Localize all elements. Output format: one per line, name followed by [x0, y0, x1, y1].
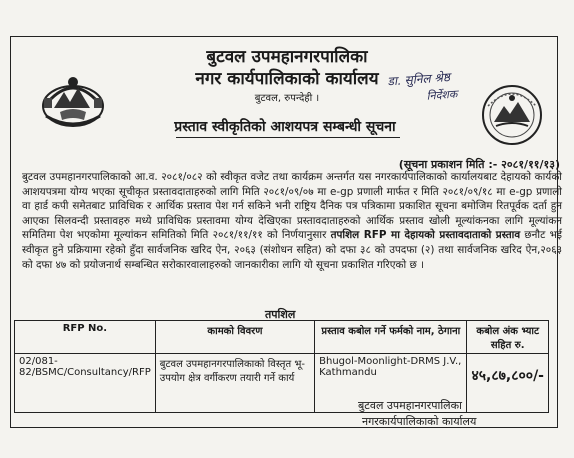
body-part1: बुटवल उपमहानगरपालिकाको आ.व. २०८१/०८२ को स्वीकृत वजेट तथा कार्यक्रम अन्तर्गत यस नगरकार्यपालिकाको कार्यालयबाट देहायको कार्यको आशयपत्रमा योग्य भएका सूचीकृत प्रस्तावदाताहरुको लागि मिति २०८१/०९/०७ मा e-gp प्रणाली मार्फत र मिति २०८१/०९/१८ मा e-gp प्रणाली वा हार्ड कपी समेतबाट प्राविधिक र आर्थिक प्रस्ताव पेश गर्न सकिने भनी राष्ट्रिय दैनिक पत्र पत्रिकामा प्रकाशित सूचना बमोजिम रितपूर्वक दर्ता हुन आएका सिलवन्दी प्रस्तावहरु मध्ये प्राविधिक प्रस्तावमा योग्य देखिएका प्रस्तावदाताहरुको आर्थिक प्रस्ताव खोली मूल्यांकनका लागि मूल्यांकन समितिमा पेश भएकोमा मूल्यांकन समितिको मिति २०८१/११/११ को निर्णयानुसार	[22, 171, 562, 242]
notice-body	[22, 170, 562, 272]
office-address: बुटवल, रुपन्देही ।	[254, 93, 320, 104]
footer-municipality: बुटवल उपमहानगरपालिका	[358, 399, 462, 412]
office-name: नगर कार्यपालिकाको कार्यालय	[195, 69, 379, 89]
header-work-description: कामको विवरण	[155, 321, 314, 354]
signature-name: डा. सुनिल श्रेष्ठ	[387, 70, 451, 89]
cell-work-description: बुटवल उपमहानगरपालिकाको विस्तृत भू-उपयोग क्षेत्र वर्गीकरण तयारी गर्ने कार्य	[155, 354, 314, 413]
cell-bid-amount: ४५,८७,८००/-	[467, 354, 549, 413]
subject-underline	[176, 137, 400, 138]
handwritten-signature	[387, 68, 458, 107]
table-caption: तपशिल	[265, 308, 296, 321]
notice-subject: प्रस्ताव स्वीकृतिको आशयपत्र सम्बन्धी सूचना	[174, 119, 396, 135]
municipality-name: बुटवल उपमहानगरपालिका	[206, 47, 368, 67]
signature-designation: निर्देशक	[426, 87, 458, 103]
table-row	[15, 354, 549, 413]
header-bid-amount: कबोल अंक भ्याट सहित रु.	[467, 321, 549, 354]
header-firm-name: प्रस्ताव कबोल गर्ने फर्मको नाम, ठेगाना	[315, 321, 467, 354]
cell-rfp-no: 02/081-82/BSMC/Consultancy/RFP	[15, 354, 156, 413]
notice-publish-date: (सूचना प्रकाशन मिति :- २०८१/११/१३)	[398, 158, 560, 171]
table-header-row	[15, 321, 549, 354]
municipality-logo-icon	[478, 84, 546, 146]
rfp-table	[14, 320, 549, 413]
header-rfp-no: RFP No.	[15, 321, 156, 354]
body-bold-text: तपशिल RFP मा देहायको प्रस्तावदाताको प्रस्ताव	[330, 229, 521, 242]
body-part2: छनौट भई स्वीकृत हुने प्रक्रियामा रहेको हुँदा सार्वजनिक खरिद ऐन, २०६३ (संशोधन सहित) को दफा ३८ को उपदफा (२) तथा सार्वजनिक खरिद ऐन,२०६३ को दफा ४७ को प्रयोजनार्थ सम्बन्धित सरोकारवालाहरुको जानकारीका लागि यो सूचना प्रकाशित गरिएको छ ।	[22, 229, 562, 271]
footer-office: नगरकार्यपालिकाको कार्यालय	[362, 415, 477, 428]
cell-firm-name: Bhugol-Moonlight-DRMS J.V., Kathmandu	[315, 354, 467, 413]
